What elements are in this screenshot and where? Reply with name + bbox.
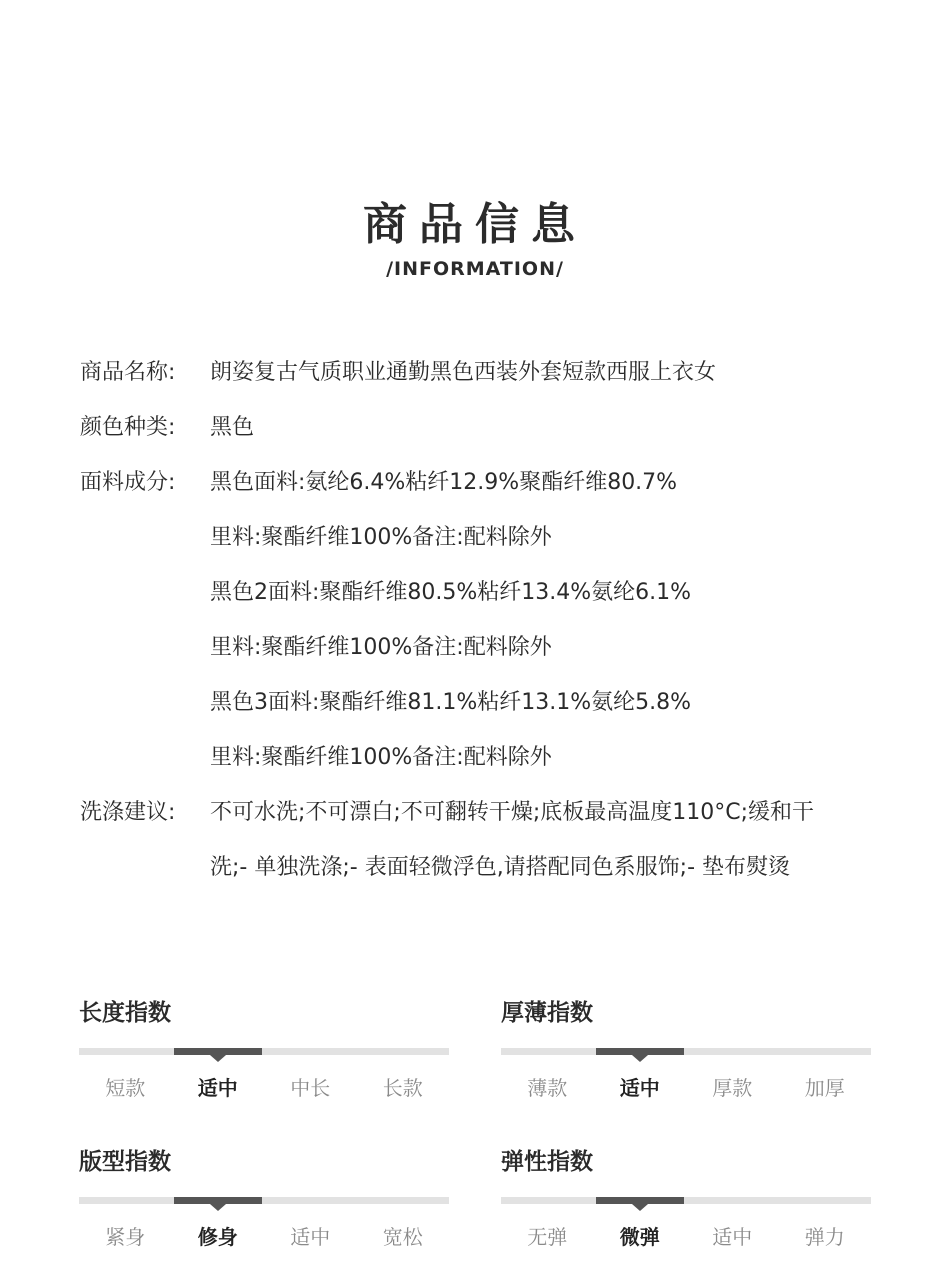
metric-option: 短款 — [105, 1076, 146, 1100]
metric-bar — [79, 1048, 449, 1055]
fabric-line: 黑色2面料:聚酯纤维80.5%粘纤13.4%氨纶6.1% — [210, 580, 692, 605]
metric-options — [501, 1072, 871, 1101]
indicator-arrow-icon — [210, 1204, 226, 1211]
info-value: 朗姿复古气质职业通勤黑色西装外套短款西服上衣女 — [210, 360, 717, 385]
metric-option: 无弹 — [527, 1225, 568, 1249]
indicator-arrow-icon — [632, 1055, 648, 1062]
indicator-arrow-icon — [210, 1055, 226, 1062]
metric-option: 适中 — [619, 1076, 660, 1100]
metric-option: 中长 — [290, 1076, 331, 1100]
metric-option: 长款 — [382, 1076, 423, 1100]
info-value — [210, 785, 880, 895]
metric-option: 适中 — [290, 1225, 331, 1249]
metric-title: 版型指数 — [79, 1149, 171, 1175]
metric-indicator — [174, 1197, 262, 1204]
metric-option: 紧身 — [105, 1225, 146, 1249]
metric-title: 长度指数 — [79, 1000, 171, 1026]
metric-bar — [79, 1197, 449, 1204]
metric-option: 加厚 — [804, 1076, 845, 1100]
metric-title: 厚薄指数 — [501, 1000, 593, 1026]
info-label: 面料成分: — [80, 470, 176, 495]
product-info — [80, 345, 880, 895]
metric-option: 修身 — [197, 1225, 238, 1249]
fabric-line: 黑色3面料:聚酯纤维81.1%粘纤13.1%氨纶5.8% — [210, 690, 692, 715]
page-title: 商品信息 — [363, 199, 587, 250]
metric-option: 厚款 — [712, 1076, 753, 1100]
metric-option: 适中 — [197, 1076, 238, 1100]
info-value: 黑色 — [210, 415, 255, 440]
fabric-line: 里料:聚酯纤维100%备注:配料除外 — [210, 745, 552, 770]
metric-thickness — [501, 998, 871, 1100]
info-row-name — [80, 345, 880, 400]
metric-option: 薄款 — [527, 1076, 568, 1100]
metric-elasticity — [501, 1147, 871, 1249]
info-value — [210, 455, 880, 785]
wash-line: 洗;- 单独洗涤;- 表面轻微浮色,请搭配同色系服饰;- 垫布熨烫 — [210, 855, 791, 880]
metric-bar — [501, 1048, 871, 1055]
metric-bar — [501, 1197, 871, 1204]
info-row-color — [80, 400, 880, 455]
metric-options — [79, 1072, 449, 1101]
wash-line: 不可水洗;不可漂白;不可翻转干燥;底板最高温度110°C;缓和干 — [210, 800, 815, 825]
info-label: 商品名称: — [80, 360, 176, 385]
metric-title: 弹性指数 — [501, 1149, 593, 1175]
metric-fit — [79, 1147, 449, 1249]
page-subtitle: /INFORMATION/ — [386, 258, 564, 280]
metric-options — [501, 1221, 871, 1250]
metric-options — [79, 1221, 449, 1250]
indicator-arrow-icon — [632, 1204, 648, 1211]
info-row-wash — [80, 785, 880, 895]
fabric-line: 里料:聚酯纤维100%备注:配料除外 — [210, 525, 552, 550]
metric-option: 弹力 — [804, 1225, 845, 1249]
metric-indicator — [596, 1048, 684, 1055]
metric-option: 宽松 — [382, 1225, 423, 1249]
fabric-line: 黑色面料:氨纶6.4%粘纤12.9%聚酯纤维80.7% — [210, 470, 678, 495]
info-label: 洗涤建议: — [80, 800, 176, 825]
info-label: 颜色种类: — [80, 415, 176, 440]
info-row-fabric — [80, 455, 880, 785]
metric-option: 适中 — [712, 1225, 753, 1249]
fabric-line: 里料:聚酯纤维100%备注:配料除外 — [210, 635, 552, 660]
metric-indicator — [174, 1048, 262, 1055]
metric-length — [79, 998, 449, 1100]
metric-option: 微弹 — [619, 1225, 660, 1249]
metric-indicator — [596, 1197, 684, 1204]
